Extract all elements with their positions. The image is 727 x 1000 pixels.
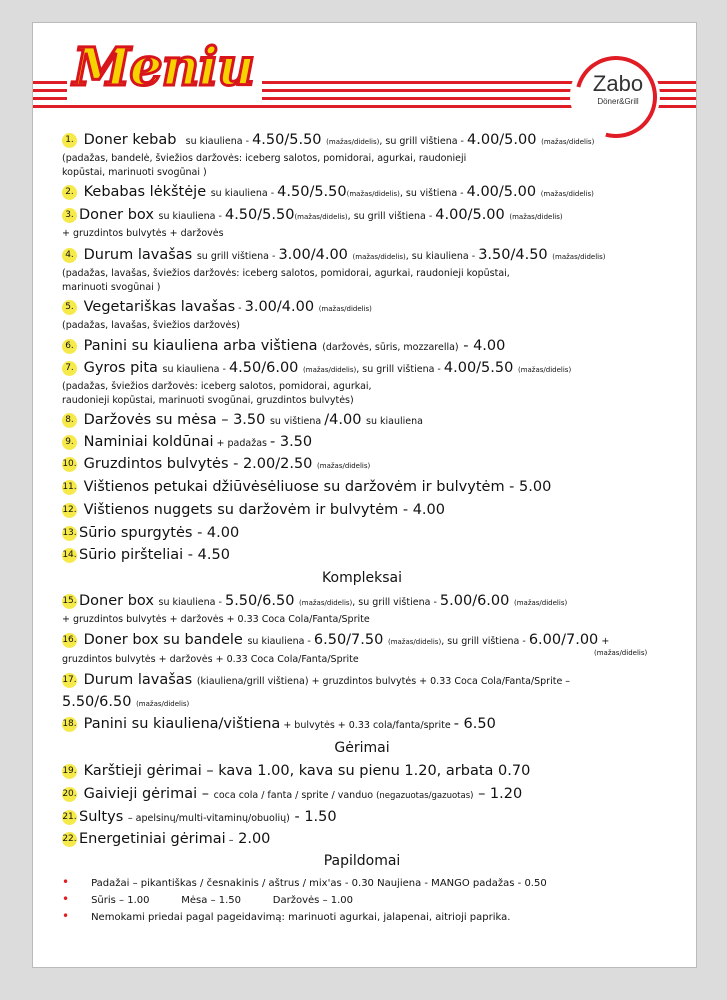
item-option: + padažas: [213, 438, 270, 449]
item-size: (mažas/didelis): [303, 366, 357, 374]
item-size: (mažas/didelis): [326, 138, 380, 146]
item-number: 22.: [62, 832, 77, 847]
item-size: (mažas/didelis): [540, 190, 594, 198]
item-name: Doner kebab: [83, 132, 177, 148]
menu-item: [62, 831, 270, 847]
item-name: Doner box su bandele: [83, 632, 243, 648]
item-option: su kiauliena -: [162, 364, 229, 375]
item-option: su kiauliena -: [158, 597, 225, 608]
item-price: 3.00/4.00: [278, 247, 348, 263]
item-price: - 4.00: [398, 502, 445, 518]
item-size: (mažas/didelis): [594, 649, 648, 657]
item-option: , su grill vištiena -: [352, 597, 440, 608]
item-size: (mažas/didelis): [318, 305, 372, 313]
item-description: + gruzdintos bulvytės + daržovės + 0.33 Coca Cola/Fanta/Sprite: [62, 614, 370, 625]
item-price: 4.00/5.50: [443, 360, 514, 376]
menu-item: [62, 479, 551, 495]
item-name: Naminiai koldūnai: [83, 434, 214, 450]
item-number: 11.: [62, 480, 77, 495]
item-number: 18.: [62, 717, 77, 732]
item-name: Daržovės su mėsa: [83, 412, 217, 428]
item-price: 3.00/4.00: [244, 299, 315, 315]
menu-item: [62, 672, 570, 688]
menu-item: [62, 132, 594, 148]
item-price: – 3.50: [216, 412, 270, 428]
menu-item: [62, 593, 567, 609]
brand-name: Zabo: [592, 71, 644, 96]
menu-item: [62, 716, 496, 732]
item-name: Panini su kiauliena/vištiena: [83, 716, 281, 732]
item-option: su kiauliena: [366, 416, 423, 427]
item-price: - 4.00: [458, 338, 506, 354]
item-price: 4.50/5.50: [224, 207, 295, 223]
item-name: Vištienos petukai džiūvėsėliuose su daržovėm ir bulvytėm - 5.00: [83, 479, 552, 495]
item-option: – apelsinų/multi-vitaminų/obuolių): [127, 813, 290, 824]
item-option: + gruzdintos bulvytės + 0.33 Coca Cola/Fanta/Sprite –: [308, 676, 571, 687]
item-size: (mažas/didelis): [552, 253, 606, 261]
item-name: Doner box: [79, 207, 154, 223]
menu-item: [62, 456, 370, 472]
item-option: , su grill vištiena -: [347, 211, 436, 222]
item-option: +: [598, 636, 610, 647]
item-number: 2.: [62, 185, 77, 200]
item-number: 13.: [62, 526, 77, 541]
item-option: (kiauliena/grill vištiena): [196, 676, 309, 687]
item-name: Panini su kiauliena arba vištiena: [83, 338, 318, 354]
item-number: 10.: [62, 457, 77, 472]
item-price: 4.00/5.00: [467, 132, 537, 148]
menu-item: [62, 434, 312, 450]
item-price: 3.50/4.50: [478, 247, 548, 263]
menu-item: [62, 412, 423, 428]
item-name: Vištienos nuggets su daržovėm ir bulvytėm: [83, 502, 399, 518]
item-size: (mažas/didelis): [352, 253, 406, 261]
item-number: 4.: [62, 248, 77, 263]
item-option: , su kiauliena -: [405, 251, 479, 262]
menu-item: [62, 763, 530, 779]
item-option: -: [235, 303, 245, 314]
item-name: Sūrio piršteliai - 4.50: [79, 547, 230, 563]
item-price: 5.50/6.50: [62, 694, 132, 710]
menu-item: [62, 786, 522, 802]
item-option: + bulvytės + 0.33 cola/fanta/sprite: [280, 720, 454, 731]
item-price: 2.00: [233, 831, 271, 847]
item-name: Sultys: [79, 809, 128, 825]
item-price: - 3.50: [270, 434, 313, 450]
item-number: 6.: [62, 339, 77, 354]
item-number: 20.: [62, 787, 77, 802]
item-number: 17.: [62, 673, 77, 688]
item-description: (padažas, lavašas, šviežios daržovės: iceberg salotos, pomidorai, agurkai, raudonieji kopūstai,: [62, 268, 510, 279]
extras-text: Nemokami priedai pagal pageidavimą: marinuoti agurkai, jalapenai, aitrioji paprika.: [91, 912, 511, 923]
item-name: Doner box: [79, 593, 154, 609]
menu-title: Meniu: [67, 35, 262, 101]
menu-item: [62, 360, 571, 376]
item-price: 6.00/7.00: [528, 632, 599, 648]
item-description: (padažas, šviežios daržovės: iceberg salotos, pomidorai, agurkai,: [62, 381, 372, 392]
item-number: 16.: [62, 633, 77, 648]
item-option: , su grill vištiena -: [441, 636, 529, 647]
menu-item-price-line: [62, 694, 189, 710]
item-number: 3.: [62, 208, 77, 223]
item-size: (mažas/didelis): [346, 190, 400, 198]
item-option: su kiauliena -: [247, 636, 314, 647]
item-number: 12.: [62, 503, 77, 518]
item-option: su grill vištiena -: [196, 251, 279, 262]
item-description: + gruzdintos bulvytės + daržovės: [62, 228, 224, 239]
item-size: (mažas/didelis): [136, 700, 190, 708]
item-number: 9.: [62, 435, 77, 450]
section-title-kompleksai: Kompleksai: [322, 570, 402, 586]
menu-item: [62, 502, 445, 518]
extras-item: [62, 892, 353, 906]
item-name: Gruzdintos bulvytės: [83, 456, 229, 472]
extras-text: Sūris – 1.00 Mėsa – 1.50 Daržovės – 1.00: [91, 895, 354, 906]
section-title-gerimai: Gėrimai: [334, 740, 390, 756]
item-price: - 1.50: [289, 809, 337, 825]
item-price: 6.50/7.50: [313, 632, 384, 648]
item-size: (mažas/didelis): [541, 138, 595, 146]
menu-item: [62, 525, 239, 541]
item-number: 14.: [62, 548, 77, 563]
item-size: (mažas/didelis): [513, 599, 568, 607]
item-size: (negazuotas/gazuotas): [376, 791, 474, 801]
item-description: marinuoti svogūnai ): [62, 282, 161, 293]
bullet-icon: •: [62, 892, 70, 906]
item-size: (mažas/didelis): [299, 599, 353, 607]
item-price: 4.00/5.00: [435, 207, 505, 223]
extras-text: Padažai – pikantiškas / česnakinis / aštrus / mix'as - 0.30 Naujiena - MANGO padažas - 0.50: [91, 878, 547, 889]
item-description: raudonieji kopūstai, marinuoti svogūnai, gruzdintos bulvytės): [62, 395, 354, 406]
item-size: (mažas/didelis): [294, 213, 348, 221]
item-price: 4.50/5.50: [277, 184, 347, 200]
item-price: 5.00/6.00: [439, 593, 510, 609]
item-price: - 6.50: [453, 716, 496, 732]
item-name: Kebabas lėkštėje: [83, 184, 207, 200]
item-option: –: [225, 835, 234, 846]
item-size: (mažas/didelis): [317, 462, 371, 470]
item-name: Energetiniai gėrimai: [79, 831, 226, 847]
item-option: , su vištiena -: [399, 188, 467, 199]
item-number: 19.: [62, 764, 77, 779]
item-number: 21.: [62, 810, 77, 825]
item-price: 4.50/5.50: [252, 132, 322, 148]
item-name: Sūrio spurgytės - 4.00: [79, 525, 240, 541]
item-price: 4.50/6.00: [228, 360, 299, 376]
bullet-icon: •: [62, 875, 70, 889]
item-option: , su grill vištiena -: [379, 136, 468, 147]
item-description: kopūstai, marinuoti svogūnai ): [62, 167, 207, 178]
menu-item: [62, 338, 505, 354]
extras-item: [62, 909, 510, 923]
item-option: coca cola / fanta / sprite / vanduo: [213, 790, 377, 801]
item-name: Vegetariškas lavašas: [83, 299, 236, 315]
item-name: Gaivieji gėrimai –: [83, 786, 214, 802]
item-size: (mažas/didelis): [387, 638, 442, 646]
menu-item: [62, 299, 372, 315]
item-name: Karštieji gėrimai – kava 1.00, kava su pienu 1.20, arbata 0.70: [83, 763, 531, 779]
item-number: 1.: [62, 133, 77, 148]
item-number: 5.: [62, 300, 77, 315]
item-description: gruzdintos bulvytės + daržovės + 0.33 Coca Cola/Fanta/Sprite: [62, 654, 359, 665]
menu-item: [62, 247, 606, 263]
menu-item: [62, 547, 230, 563]
item-price: 5.50/6.50: [224, 593, 295, 609]
item-number: 15.: [62, 594, 77, 609]
item-name: Durum lavašas: [83, 247, 193, 263]
item-description: (padažas, lavašas, šviežios daržovės): [62, 320, 241, 331]
item-price: /4.00: [324, 412, 367, 428]
extras-item: [62, 875, 547, 889]
item-option: su kiauliena -: [210, 188, 278, 199]
item-option: su vištiena: [269, 416, 325, 427]
item-option: , su grill vištiena -: [356, 364, 444, 375]
item-option: (daržovės, sūris, mozzarella): [322, 342, 459, 353]
item-price: - 2.00/2.50: [228, 456, 318, 472]
menu-item: [62, 632, 609, 648]
section-title-papildomai: Papildomai: [323, 853, 401, 869]
brand-subtitle: Döner&Grill: [597, 97, 639, 106]
menu-item: [62, 184, 594, 200]
item-option: su kiauliena -: [185, 136, 253, 147]
item-price: – 1.20: [473, 786, 523, 802]
item-description: (padažas, bandelė, šviežios daržovės: iceberg salotos, pomidorai, agurkai, raudonieji: [62, 153, 467, 164]
menu-item: [62, 809, 337, 825]
item-number: 7.: [62, 361, 77, 376]
item-name: Gyros pita: [83, 360, 158, 376]
item-option: su kiauliena -: [158, 211, 225, 222]
item-number: 8.: [62, 413, 77, 428]
item-name: Durum lavašas: [83, 672, 193, 688]
bullet-icon: •: [62, 909, 70, 923]
item-price: 4.00/5.00: [466, 184, 537, 200]
item-size: (mažas/didelis): [509, 213, 563, 221]
menu-item: [62, 207, 563, 223]
item-size: (mažas/didelis): [517, 366, 572, 374]
